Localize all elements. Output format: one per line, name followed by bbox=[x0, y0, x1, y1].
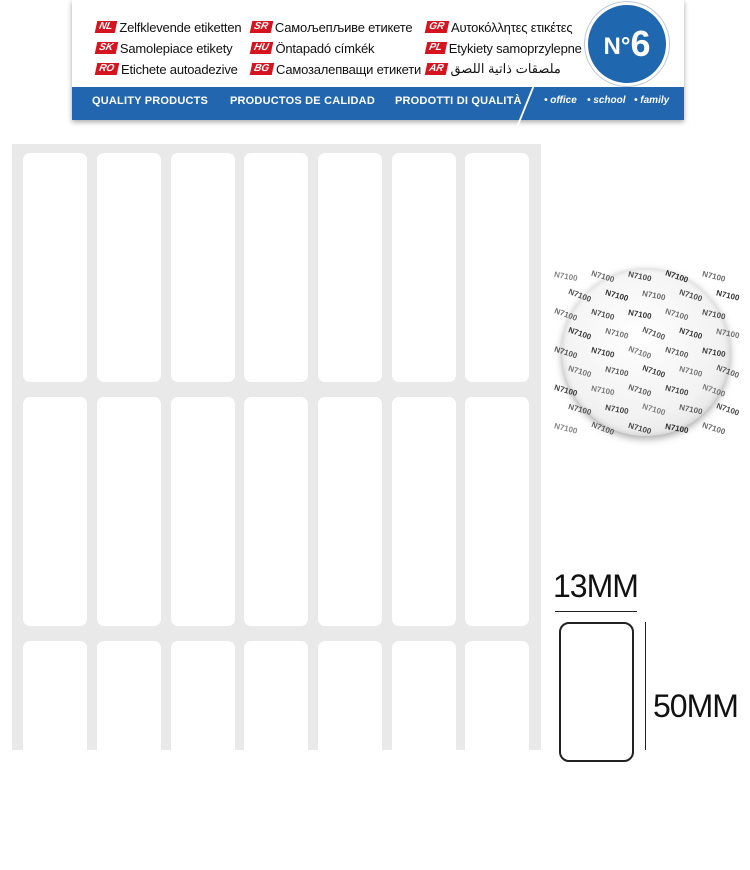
backing-code-text: N7100 bbox=[627, 344, 653, 361]
language-label: Самољепљиве етикете bbox=[274, 19, 413, 35]
size-number-badge bbox=[585, 2, 669, 86]
language-item-bg bbox=[251, 60, 421, 78]
backing-code-text: N7100 bbox=[701, 269, 727, 284]
product-header bbox=[72, 0, 684, 120]
height-dimension-label: 50MM bbox=[653, 688, 738, 724]
sticker-label bbox=[23, 153, 87, 382]
backing-code-text: N7100 bbox=[641, 401, 667, 418]
quality-text-en: QUALITY PRODUCTS bbox=[92, 95, 209, 107]
backing-code-text: N7100 bbox=[678, 364, 704, 379]
backing-code-text: N7100 bbox=[567, 363, 593, 380]
backing-code-text: N7100 bbox=[590, 420, 616, 437]
backing-code-text: N7100 bbox=[590, 307, 616, 322]
language-code-badge: AR bbox=[425, 63, 449, 75]
sticker-label bbox=[97, 397, 161, 626]
sticker-label bbox=[392, 397, 456, 626]
backing-code-text: N7100 bbox=[715, 288, 741, 303]
backing-code-text: N7100 bbox=[627, 308, 653, 321]
backing-code-text: N7100 bbox=[701, 346, 727, 359]
language-code-badge: SR bbox=[250, 21, 273, 33]
backing-code-text: N7100 bbox=[590, 345, 616, 360]
backing-code-text: N7100 bbox=[567, 325, 593, 342]
backing-code-text: N7100 bbox=[715, 401, 741, 418]
backing-code-text: N7100 bbox=[664, 268, 690, 285]
quality-text-it: PRODOTTI DI QUALITÀ bbox=[395, 95, 522, 107]
sticker-label bbox=[244, 397, 308, 626]
sticker-label bbox=[244, 641, 308, 870]
language-code-badge: GR bbox=[425, 21, 450, 33]
backing-code-text: N7100 bbox=[715, 363, 741, 380]
backing-code-text: N7100 bbox=[678, 325, 704, 342]
language-item-nl bbox=[96, 18, 241, 36]
sticker-label bbox=[97, 641, 161, 870]
language-label: Etykiety samoprzylepne bbox=[448, 40, 582, 56]
backing-code-text: N7100 bbox=[604, 326, 630, 341]
language-item-ro bbox=[96, 60, 238, 78]
backing-code-text: N7100 bbox=[664, 421, 690, 436]
language-label: ملصقات ذاتية اللصق bbox=[450, 61, 561, 76]
language-code-badge: SK bbox=[95, 42, 118, 54]
sticker-label bbox=[244, 153, 308, 382]
language-item-sk bbox=[96, 39, 232, 57]
backing-code-text: N7100 bbox=[627, 420, 653, 437]
backing-code-text: N7100 bbox=[641, 325, 667, 342]
label-outline-diagram bbox=[559, 622, 634, 762]
backing-code-text: N7100 bbox=[701, 382, 727, 399]
quality-text-es: PRODUCTOS DE CALIDAD bbox=[230, 95, 375, 107]
backing-code-text: N7100 bbox=[553, 344, 579, 361]
language-code-badge: HU bbox=[250, 42, 274, 54]
backing-code-text: N7100 bbox=[567, 287, 593, 304]
language-item-hu bbox=[251, 39, 374, 57]
width-dimension-label: 13MM bbox=[553, 568, 638, 604]
language-label: Αυτοκόλλητες ετικέτες bbox=[451, 19, 573, 35]
width-dimension-line bbox=[555, 611, 637, 612]
backing-code-text: N7100 bbox=[678, 402, 704, 417]
backing-code-text: N7100 bbox=[604, 287, 630, 304]
language-item-pl bbox=[426, 39, 582, 57]
sticker-label bbox=[465, 153, 529, 382]
sticker-label bbox=[318, 641, 382, 870]
height-dimension-line bbox=[645, 622, 646, 750]
label-sheet bbox=[12, 144, 541, 750]
backing-code-text: N7100 bbox=[627, 269, 653, 284]
sticker-label bbox=[23, 397, 87, 626]
backing-code-text: N7100 bbox=[664, 345, 690, 360]
backing-code-text: N7100 bbox=[553, 270, 579, 283]
backing-code-text: N7100 bbox=[604, 364, 630, 379]
tag-family: • family bbox=[634, 95, 670, 106]
language-item-sr bbox=[251, 18, 412, 36]
quality-bar bbox=[72, 87, 684, 120]
backing-code-text: N7100 bbox=[553, 421, 579, 436]
tag-office: • office bbox=[544, 95, 577, 106]
sticker-label bbox=[392, 153, 456, 382]
backing-code-text: N7100 bbox=[604, 403, 630, 416]
badge-number: 6 bbox=[630, 23, 651, 64]
language-item-ar bbox=[426, 60, 561, 78]
sticker-label bbox=[171, 641, 235, 870]
language-code-badge: NL bbox=[95, 21, 118, 33]
language-code-badge: RO bbox=[95, 63, 120, 75]
backing-code-text: N7100 bbox=[715, 326, 741, 341]
sticker-label bbox=[23, 641, 87, 870]
language-label: Самозалепващи етикети bbox=[276, 61, 422, 77]
backing-code-text: N7100 bbox=[590, 383, 616, 398]
sticker-label bbox=[392, 641, 456, 870]
backing-code-text: N7100 bbox=[641, 363, 667, 380]
backing-code-text: N7100 bbox=[641, 288, 667, 303]
sticker-label bbox=[465, 641, 529, 870]
sticker-label bbox=[318, 153, 382, 382]
sticker-label bbox=[97, 153, 161, 382]
badge-prefix: N° bbox=[603, 33, 631, 60]
backing-code-text: N7100 bbox=[701, 307, 727, 322]
sticker-label bbox=[171, 153, 235, 382]
language-code-badge: PL bbox=[425, 42, 447, 54]
backing-code-text: N7100 bbox=[627, 382, 653, 399]
label-backing-zoom bbox=[553, 268, 741, 437]
backing-code-text: N7100 bbox=[664, 306, 690, 323]
sticker-label bbox=[465, 397, 529, 626]
language-label: Samolepiace etikety bbox=[119, 40, 233, 56]
backing-code-text: N7100 bbox=[678, 287, 704, 304]
language-label: Zelfklevende etiketten bbox=[119, 19, 242, 35]
sticker-label bbox=[318, 397, 382, 626]
backing-code-text: N7100 bbox=[664, 383, 690, 398]
backing-code-text: N7100 bbox=[590, 268, 616, 285]
language-item-gr bbox=[426, 18, 572, 36]
backing-code-text: N7100 bbox=[553, 306, 579, 323]
backing-code-text: N7100 bbox=[553, 382, 579, 399]
language-label: Öntapadó címkék bbox=[275, 40, 375, 56]
sticker-label bbox=[171, 397, 235, 626]
language-label: Etichete autoadezive bbox=[121, 61, 238, 77]
backing-code-text: N7100 bbox=[567, 402, 593, 417]
tag-school: • school bbox=[587, 95, 626, 106]
language-code-badge: BG bbox=[250, 63, 275, 75]
backing-code-text: N7100 bbox=[701, 420, 727, 437]
